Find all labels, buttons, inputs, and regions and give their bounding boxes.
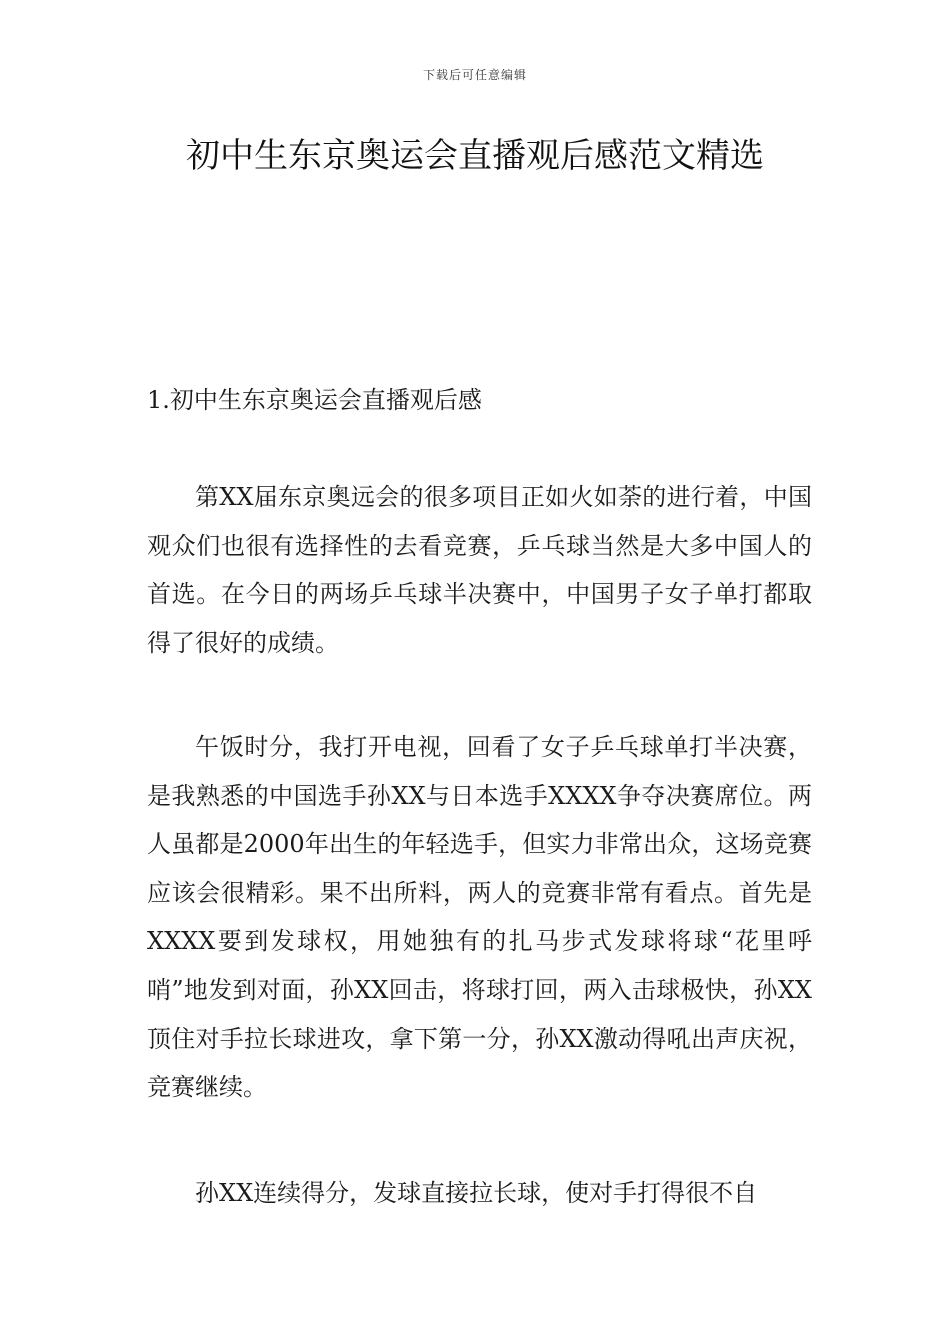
document-title: 初中生东京奥运会直播观后感范文精选 [186,136,764,176]
paragraph-3: 孙XX连续得分，发球直接拉长球，使对手打得很不自 [195,1179,758,1207]
header-note: 下载后可任意编辑 [422,68,527,82]
section-heading: 1.初中生东京奥运会直播观后感 [147,386,482,414]
paragraph-1: 第XX届东京奥远会的很多项目正如火如荼的进行着，中国观众们也很有选择性的去看竞赛，乒乓球当然是大多中国人的首选。在今日的两场乒乓球半决赛中，中国男子女子单打都取得了很好的成绩。 [147,483,812,657]
paragraph-2: 午饭时分，我打开电视，回看了女子乒乓球单打半决赛，是我熟悉的中国选手孙XX与日本选手XXXX争夺决赛席位。两人虽都是2000年出生的年轻选手，但实力非常出众，这场竞赛应该会很精彩。果不出所料，两人的竞赛非常有看点。首先是XXXX要到发球权，用她独有的扎马步式发球将球“花里呼哨”地发到对面，孙XX回击，将球打回，两入击球极快，孙XX顶住对手拉长球进攻，拿下第一分，孙XX激动得吼出声庆祝，竞赛继续。 [147,733,812,1102]
